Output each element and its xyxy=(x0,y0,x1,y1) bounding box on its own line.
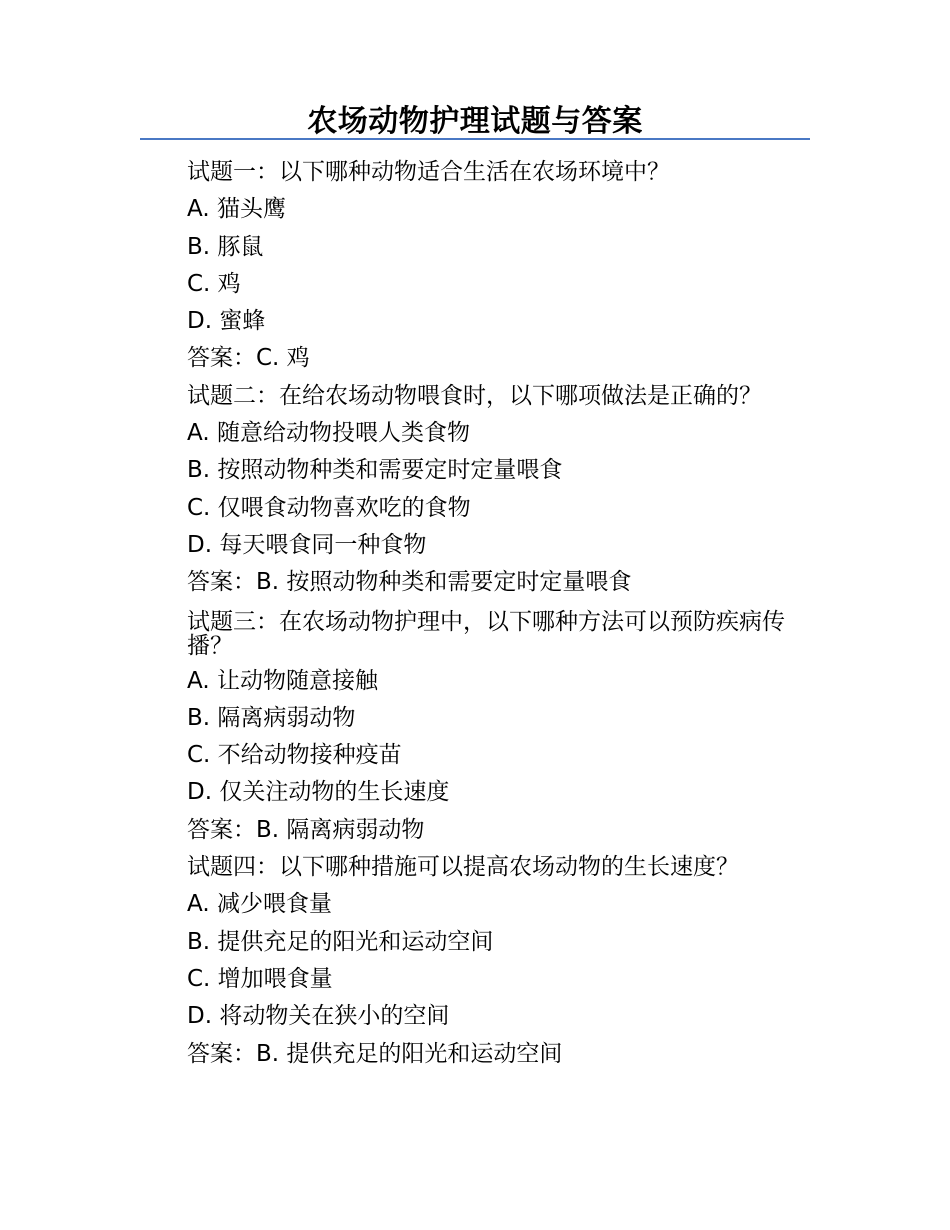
question-3-option-b: B. 隔离病弱动物 xyxy=(187,704,356,731)
question-1-text: 试题一：以下哪种动物适合生活在农场环境中？ xyxy=(187,159,670,185)
question-3-answer: 答案：B. 隔离病弱动物 xyxy=(187,816,425,843)
question-1-option-c: C. 鸡 xyxy=(187,270,241,297)
question-2-option-d: D. 每天喂食同一种食物 xyxy=(187,531,427,558)
question-2-answer: 答案：B. 按照动物种类和需要定时定量喂食 xyxy=(187,569,632,596)
question-4-option-a: A. 减少喂食量 xyxy=(187,891,332,918)
question-4-answer: 答案：B. 提供充足的阳光和运动空间 xyxy=(187,1040,563,1067)
question-1-option-b: B. 豚鼠 xyxy=(187,233,264,260)
document-body xyxy=(140,154,810,1073)
question-3-text: 试题三：在农场动物护理中，以下哪种方法可以预防疾病传播？ xyxy=(187,608,785,659)
question-2-option-b: B. 按照动物种类和需要定时定量喂食 xyxy=(187,457,563,484)
question-1-answer: 答案：C. 鸡 xyxy=(187,345,310,372)
question-2-text: 试题二：在给农场动物喂食时，以下哪项做法是正确的？ xyxy=(187,382,762,409)
question-3-option-d: D. 仅关注动物的生长速度 xyxy=(187,779,450,806)
question-2-option-c: C. 仅喂食动物喜欢吃的食物 xyxy=(187,494,471,521)
title-underline xyxy=(140,138,810,140)
question-4-text: 试题四：以下哪种措施可以提高农场动物的生长速度？ xyxy=(187,854,739,881)
question-4-option-c: C. 增加喂食量 xyxy=(187,965,333,992)
question-3-option-a: A. 让动物随意接触 xyxy=(187,667,378,694)
question-3-option-c: C. 不给动物接种疫苗 xyxy=(187,742,402,769)
question-2-option-a: A. 随意给动物投喂人类食物 xyxy=(187,420,470,447)
question-4-option-b: B. 提供充足的阳光和运动空间 xyxy=(187,928,494,955)
question-1-option-d: D. 蜜蜂 xyxy=(187,308,266,335)
question-1-option-a: A. 猫头鹰 xyxy=(187,196,286,223)
document-title: 农场动物护理试题与答案 xyxy=(307,104,643,139)
question-4-option-d: D. 将动物关在狭小的空间 xyxy=(187,1003,450,1030)
